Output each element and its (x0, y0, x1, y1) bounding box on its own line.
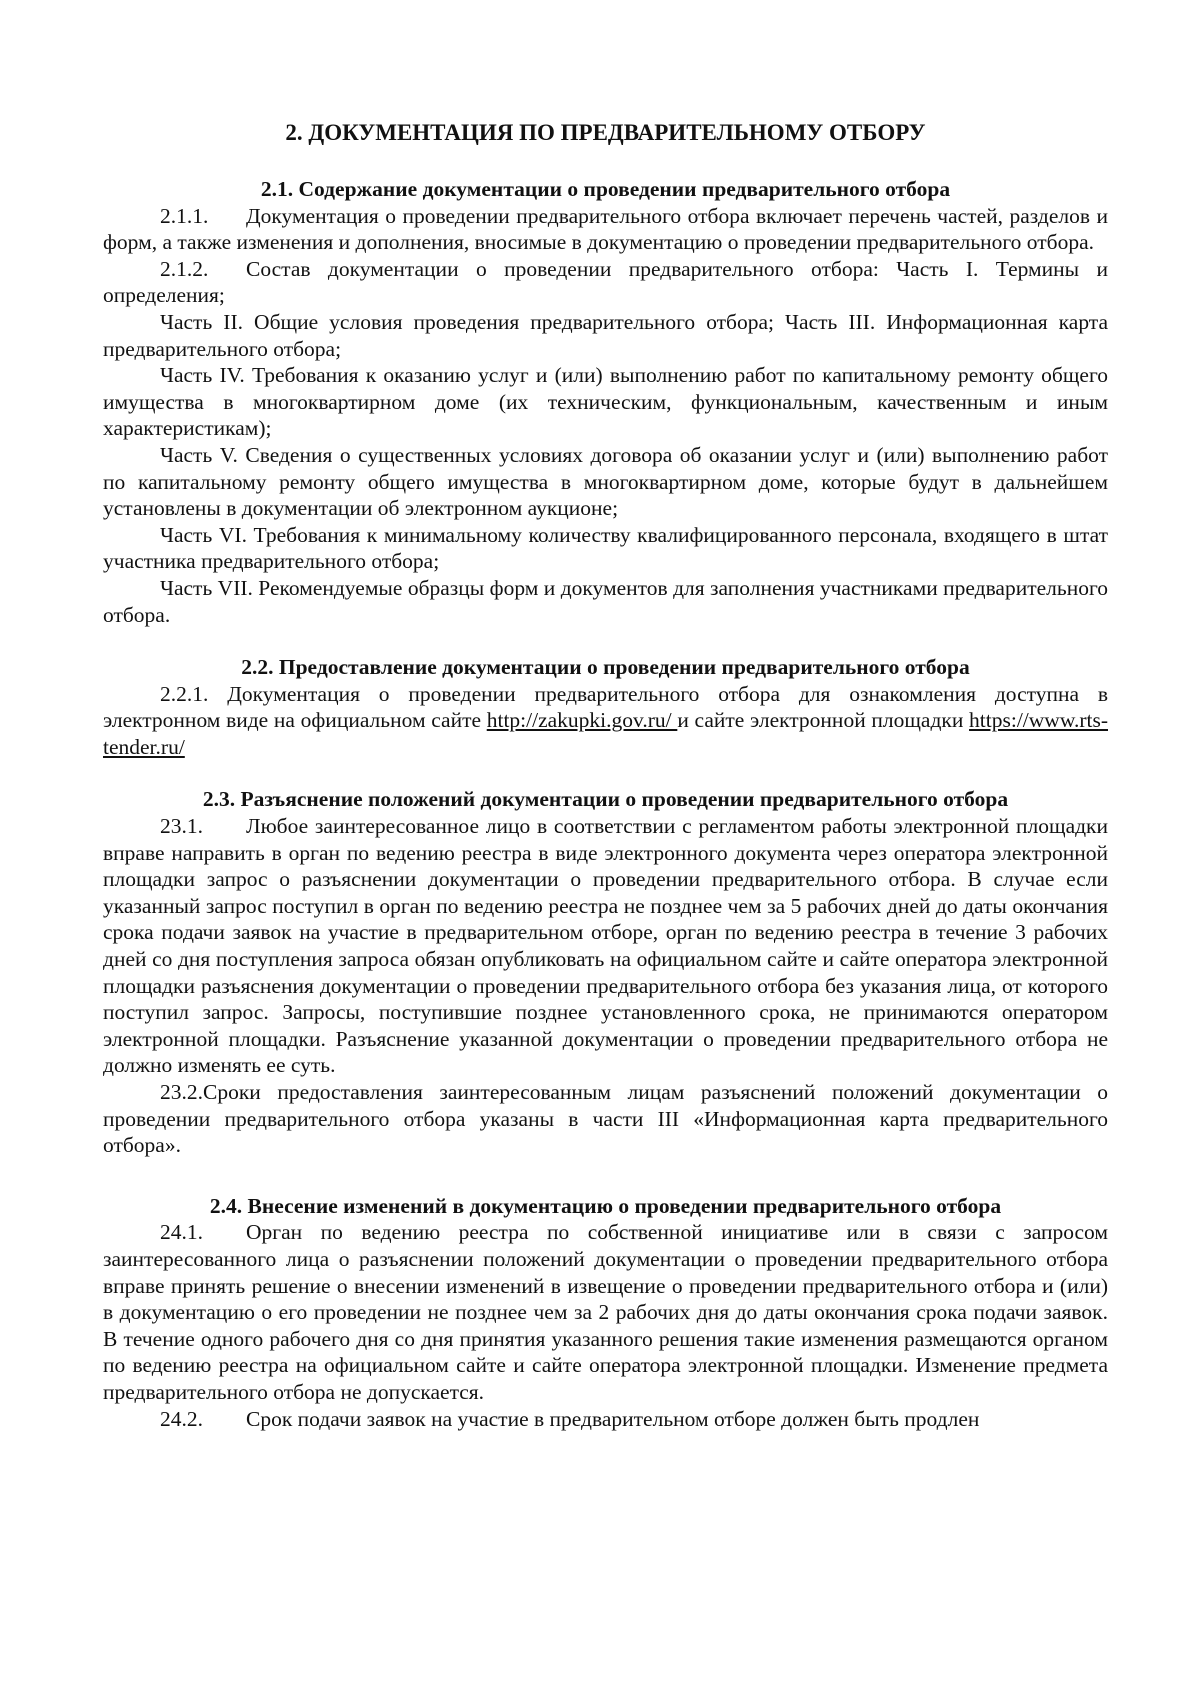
clause-number: 2.1.1. (160, 203, 209, 228)
clause-number: 23.2. (160, 1080, 203, 1104)
clause-number: 23.1. (160, 814, 203, 839)
paragraph-part-2-3: Часть II. Общие условия проведения предварительного отбора; Часть III. Информационная карта предварительного отбора; (103, 309, 1108, 361)
paragraph-text: Срок подачи заявок на участие в предварительном отборе должен быть продлен (246, 1406, 980, 1431)
section-spacer (103, 628, 1108, 654)
paragraph-part-7: Часть VII. Рекомендуемые образцы форм и документов для заполнения участниками предварительного отбора. (103, 575, 1108, 627)
section-heading-2-1: 2.1. Содержание документации о проведении предварительного отбора (260, 177, 951, 201)
section-spacer (103, 1159, 1108, 1193)
paragraph-part-5: Часть V. Сведения о существенных условиях договора об оказании услуг и (или) выполнению работ по капитальному ремонту общего имущества в многоквартирном доме, которые будут в дальнейшем установлены в документации об электронном аукционе; (103, 442, 1108, 521)
paragraph-part-6: Часть VI. Требования к минимальному количеству квалифицированного персонала, входящего в штат участника предварительного отбора; (103, 522, 1108, 574)
paragraph-2-3-2 (103, 1079, 1108, 1159)
paragraph-2-3-1 (103, 813, 1108, 1079)
paragraph-text: Орган по ведению реестра по собственной инициативе или в связи с запросом заинтересованного лица о разъяснении положений документации о проведении предварительного отбора вправе принять решение о внесении изменений в извещение о проведении предварительного отбора и (или) в документацию о его проведении не позднее чем за 2 рабочих дня до даты окончания срока подачи заявок. В течение одного рабочего дня со дня принятия указанного решения такие изменения размещаются органом по ведению реестра на официальном сайте и сайте оператора электронной площадки. Изменение предмета предварительного отбора не допускается. (103, 1220, 1108, 1404)
paragraph-text: 2.2.1. Документация о проведении предварительного отбора для ознакомления доступна в электронном виде на официальном сайте (103, 681, 1108, 733)
paragraph-2-4-1 (103, 1219, 1108, 1405)
section-heading-2-2: 2.2. Предоставление документации о проведении предварительного отбора (241, 655, 970, 680)
paragraph-text: Документация о проведении предварительного отбора включает перечень частей, разделов и форм, а также изменения и дополнения, вносимые в документацию о проведении предварительного отбора. (103, 203, 1108, 255)
rts-tender-link[interactable]: https://www.rts-tender.ru/ (103, 708, 1108, 759)
paragraph-2-2-1 (103, 681, 1108, 761)
paragraph-text: Сроки предоставления заинтересованным лицам разъяснений положений документации о проведении предварительного отбора указаны в части III «Информационная карта предварительного отбора». (103, 1080, 1108, 1158)
zakupki-link[interactable]: http://zakupki.gov.ru/ (486, 708, 678, 733)
section-spacer (103, 760, 1108, 786)
clause-number: 2.1.2. (160, 256, 209, 281)
section-heading-2-3: 2.3. Разъяснение положений документации о проведении предварительного отбора (202, 787, 1009, 812)
section-heading-2-4: 2.4. Внесение изменений в документацию о проведении предварительного отбора (209, 1193, 1002, 1218)
clause-number: 24.2. (160, 1406, 203, 1431)
document-page (103, 118, 1108, 1432)
paragraph-2-1-1 (103, 203, 1108, 256)
page-title: 2. ДОКУМЕНТАЦИЯ ПО ПРЕДВАРИТЕЛЬНОМУ ОТБОРУ (285, 120, 926, 145)
paragraph-part-4: Часть IV. Требования к оказанию услуг и (или) выполнению работ по капитальному ремонту общего имущества в многоквартирном доме (их техническим, функциональным, качественным и иным характеристикам); (103, 363, 1108, 441)
clause-number: 24.1. (160, 1220, 203, 1245)
paragraph-2-1-2 (103, 256, 1108, 309)
paragraph-text: и сайте электронной площадки (677, 708, 970, 733)
paragraph-2-4-2 (103, 1406, 1108, 1433)
paragraph-text: Любое заинтересованное лицо в соответствии с регламентом работы электронной площадки вправе направить в орган по ведению реестра в виде электронного документа через оператора электронной площадки запрос о разъяснении документации о проведении предварительного отбора. В случае если указанный запрос поступил в орган по ведению реестра не позднее чем за 5 рабочих дней до даты окончания срока подачи заявок на участие в предварительном отборе, орган по ведению реестра в течение 3 рабочих дней со дня поступления запроса обязан опубликовать на официальном сайте и сайте оператора электронной площадки разъяснения документации о проведении предварительного отбора без указания лица, от которого поступил запрос. Запросы, поступившие позднее установленного срока, не принимаются оператором электронной площадки. Разъяснение указанной документации о проведении предварительного отбора не должно изменять ее суть. (103, 814, 1108, 1078)
paragraph-text: Состав документации о проведении предварительного отбора: Часть I. Термины и определения; (103, 256, 1108, 308)
